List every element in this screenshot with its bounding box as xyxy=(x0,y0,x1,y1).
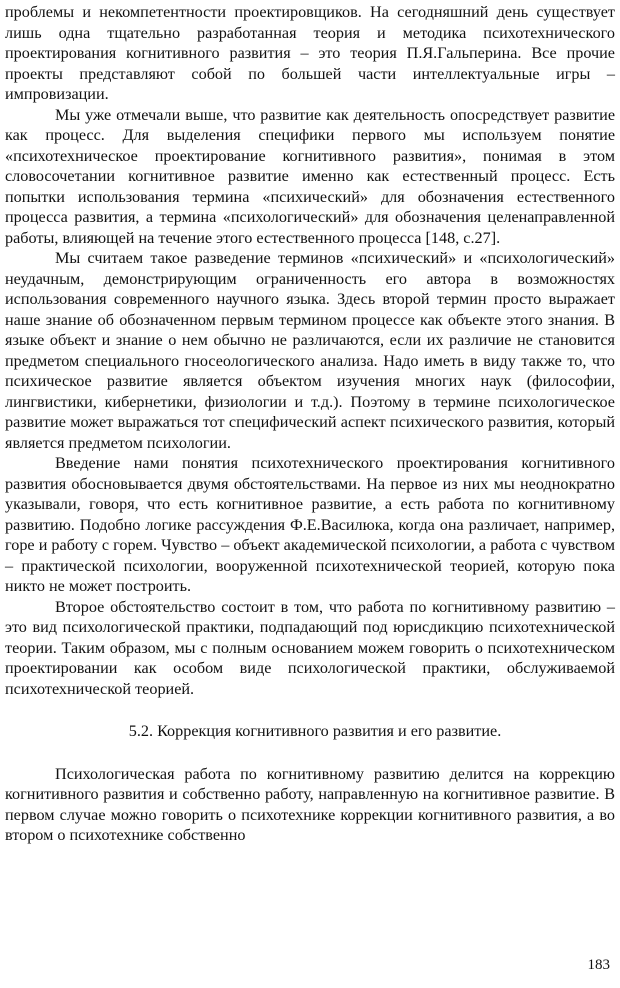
paragraph-5: Второе обстоятельство состоит в том, что работа по когнитивному развитию – это вид психологической практики, подпадающий под юрисдикцию психотехнической теории. Таким образом, мы с полным основанием можем говорить о психотехническом проектировании как особом виде психологической практики, обслуживаемой психотехнической теорией. xyxy=(5,597,615,698)
paragraph-4: Введение нами понятия психотехнического проектирования когнитивного развития обосновывается двумя обстоятельствами. На первое из них мы неоднократно указывали, говоря, что есть когнитивное развитие, а есть работа по когнитивному развитию. Подобно логике рассуждения Ф.Е.Василюка, когда она различает, например, горе и работу с горем. Чувство – объект академической психологии, а работа с чувством – практической психологии, вооруженной психотехнической теорией, которую пока никто не может построить. xyxy=(5,454,615,595)
section-heading: 5.2. Коррекция когнитивного развития и его развитие. xyxy=(128,722,502,740)
body-text-top xyxy=(5,2,615,699)
paragraph-3: Мы считаем такое разведение терминов «психический» и «психологический» неудачным, демонстрирующим ограниченность его автора в возможностях использования современного научного языка. Здесь второй термин просто выражает наше знание об обозначенном первым термином процессе как объекте этого знания. В языке объект и знание о нем обычно не различаются, если их различие не становится предметом специального гносеологического анализа. Надо иметь в виду также то, что психическое развитие является объектом изучения многих наук (философии, лингвистики, кибернетики, физиологии и т.д.). Поэтому в термине психологическое развитие может выражаться тот специфический аспект психического развития, который является предметом психологии. xyxy=(5,249,615,452)
paragraph-6: Психологическая работа по когнитивному развитию делится на коррекцию когнитивного развития и собственно работу, направленную на когнитивное развитие. В первом случае можно говорить о психотехнике коррекции когнитивного развития, а во втором о психотехнике собственно xyxy=(5,764,615,844)
body-text-bottom xyxy=(5,764,615,846)
paragraph-2: Мы уже отмечали выше, что развитие как деятельность опосредствует развитие как процесс. Для выделения специфики первого мы используем понятие «психотехническое проектирование когнитивного развития», понимая в этом словосочетании когнитивное развитие именно как естественный процесс. Есть попытки использования термина «психический» для обозначения естественного процесса развития, а термина «психологический» для обозначения целенаправленной работы, влияющей на течение этого естественного процесса [148, с.27]. xyxy=(5,105,615,247)
page-number: 183 xyxy=(587,957,610,973)
paragraph-1: проблемы и некомпетентности проектировщиков. На сегодняшний день существует лишь одна тщательно разработанная теория и методика психотехнического проектирования когнитивного развития – это теория П.Я.Гальперина. Все прочие проекты представляют собой по большей части интеллектуальные игры – импровизации. xyxy=(5,3,615,103)
